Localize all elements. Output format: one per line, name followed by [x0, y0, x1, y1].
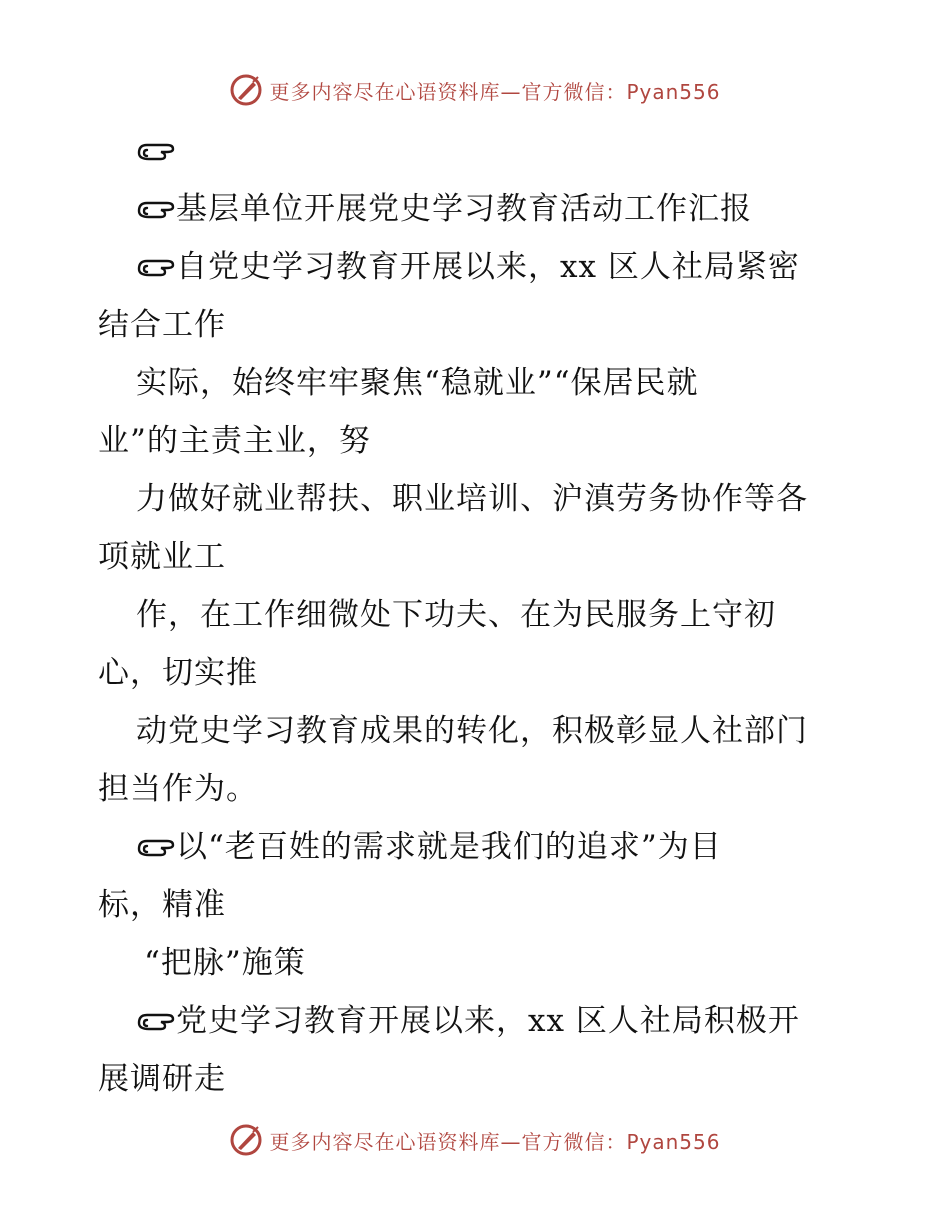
document-body: [98, 122, 858, 1108]
paragraph-line: 力做好就业帮扶、职业培训、沪滇劳务协作等各: [136, 481, 808, 517]
paragraph-line: [98, 122, 858, 180]
hand-pointer-icon: [136, 196, 176, 222]
paragraph-line: 以“老百姓的需求就是我们的追求”为目: [98, 818, 858, 876]
quill-logo-icon: [229, 73, 263, 107]
paragraph-line: 自党史学习教育开展以来，xx 区人社局紧密: [98, 238, 858, 296]
hand-pointer-icon: [136, 1008, 176, 1034]
header-watermark: [0, 70, 950, 110]
paragraph-line: 担当作为。: [98, 771, 258, 807]
paragraph-line: 作，在工作细微处下功夫、在为民服务上守初: [136, 597, 776, 633]
paragraph-line: 心，切实推: [98, 655, 258, 691]
paragraph-line: “把脉”施策: [144, 945, 306, 981]
hand-pointer-icon: [136, 138, 176, 164]
paragraph-line: 标，精准: [98, 887, 226, 923]
watermark-text: 更多内容尽在心语资料库—官方微信：Pyan556: [269, 79, 721, 104]
watermark-text: 更多内容尽在心语资料库—官方微信：Pyan556: [269, 1129, 721, 1154]
paragraph-line: 展调研走: [98, 1061, 226, 1097]
paragraph-line: 动党史学习教育成果的转化，积极彰显人社部门: [136, 713, 808, 749]
footer-watermark: [0, 1120, 950, 1160]
paragraph-line: 党史学习教育开展以来，xx 区人社局积极开: [98, 992, 858, 1050]
hand-pointer-icon: [136, 254, 176, 280]
paragraph-line: 实际，始终牢牢聚焦“稳就业”“保居民就: [136, 365, 699, 401]
paragraph-line: 项就业工: [98, 539, 226, 575]
paragraph-line: 业”的主责主业，努: [98, 423, 371, 459]
document-title: 基层单位开展党史学习教育活动工作汇报: [176, 191, 752, 227]
quill-logo-icon: [229, 1123, 263, 1157]
paragraph-line: 结合工作: [98, 307, 226, 343]
hand-pointer-icon: [136, 834, 176, 860]
paragraph-line: [98, 180, 858, 238]
